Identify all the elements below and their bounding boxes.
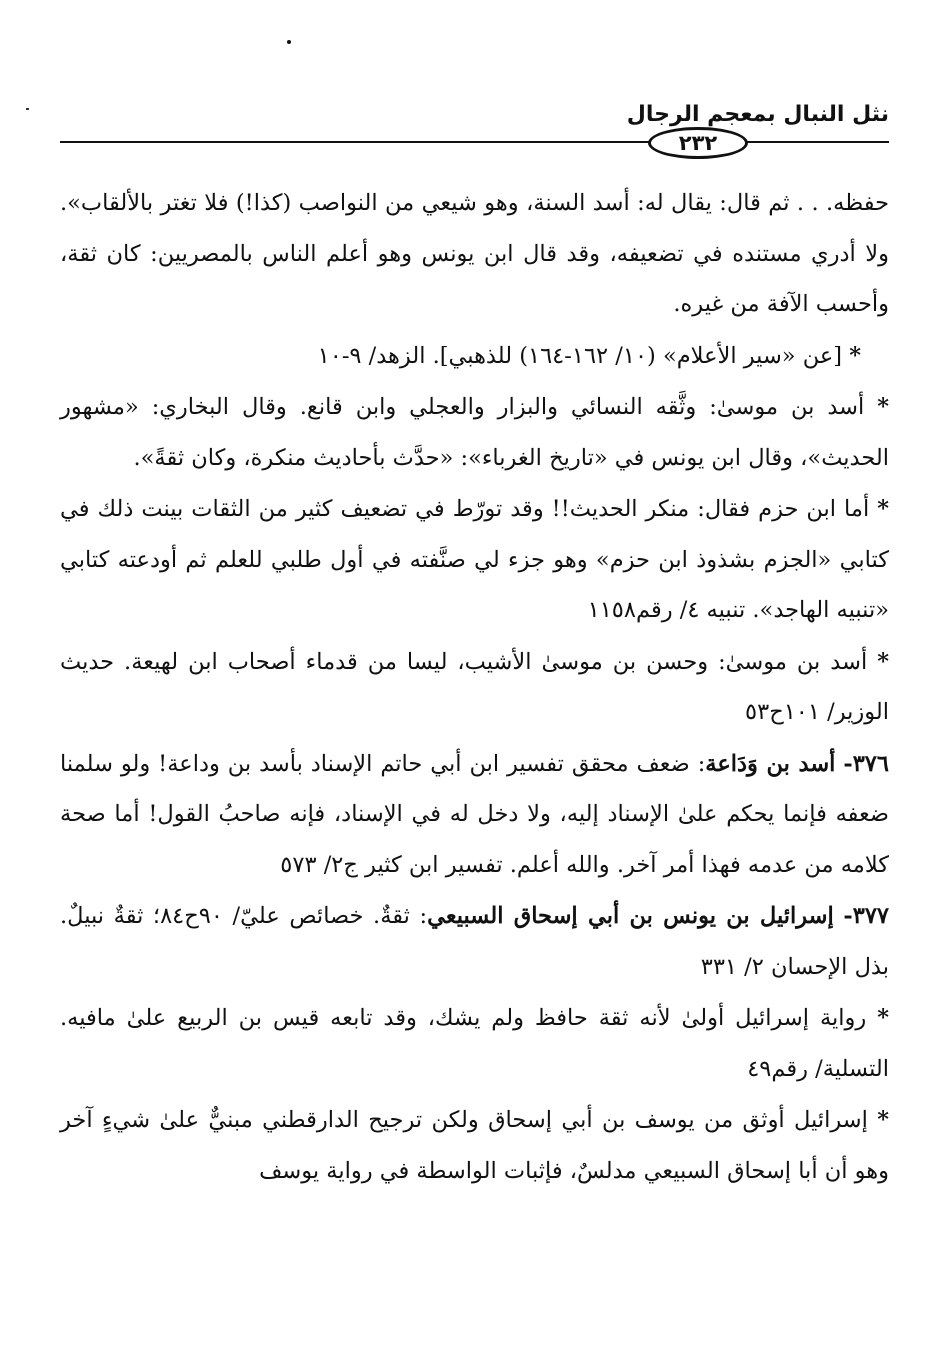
paragraph-5 <box>60 637 889 738</box>
running-title: نثل النبال بمعجم الرجال <box>626 102 889 127</box>
entry-number: ٣٧٧- <box>843 903 889 929</box>
paragraph-8 <box>60 993 889 1094</box>
entry-number: ٣٧٦- <box>843 750 889 777</box>
scan-speck <box>26 108 29 110</box>
paragraph-4-text: أما ابن حزم فقال: منكر الحديث!! وقد تورّط في تضعيف كثير من الثقات بينت ذلك في كتابي «الجزم بشذوذ ابن حزم» وهو جزء لي صنَّفته في أول طلبي للعلم ثم أودعته كتابي «تنبيه الهاجد». تنبيه ٤/ رقم١١٥٨ <box>60 496 889 623</box>
star-bullet: * <box>877 394 889 420</box>
entry-377 <box>60 891 889 992</box>
star-bullet: * <box>877 496 889 522</box>
page-number: ٢٣٢ <box>648 127 748 159</box>
entry-376 <box>60 739 889 891</box>
paragraph-3-text: أسد بن موسىٰ: وثَّقه النسائي والبزار والعجلي وابن قانع. وقال البخاري: «مشهور الحديث»، وقال ابن يونس في «تاريخ الغرباء»: «حدَّث بأحاديث منكرة، وكان ثقةً». <box>60 394 889 471</box>
paragraph-4 <box>60 484 889 636</box>
star-bullet: * <box>877 648 889 675</box>
paragraph-5-text: أسد بن موسىٰ: وحسن بن موسىٰ الأشيب، ليسا من قدماء أصحاب ابن لهيعة. حديث الوزير/ ١٠١ح٥٣ <box>60 648 889 725</box>
paragraph-8-text: رواية إسرائيل أولىٰ لأنه ثقة حافظ ولم يشك، وقد تابعه قيس بن الربيع علىٰ مافيه. التسلية/ رقم٤٩ <box>60 1005 889 1082</box>
paragraph-2 <box>60 331 889 382</box>
scan-speck <box>287 40 291 44</box>
entry-name: إسرائيل بن يونس بن أبي إسحاق السبيعي <box>427 903 834 929</box>
entry-text: : ثقةٌ. خصائص عليّ/ ٩٠ح٨٤؛ ثقةٌ نبيلٌ. بذل الإحسان ٢/ ٣٣١ <box>60 903 889 980</box>
star-bullet: * <box>877 1107 889 1133</box>
page-body <box>60 178 889 1197</box>
paragraph-9-text: إسرائيل أوثق من يوسف بن أبي إسحاق ولكن ترجيح الدارقطني مبنيٌّ علىٰ شيءٍ آخر وهو أن أبا إسحاق السبيعي مدلسٌ، فإثبات الواسطة في رواية يوسف <box>60 1107 889 1184</box>
star-bullet: * <box>877 1005 890 1031</box>
entry-text: : ضعف محقق تفسير ابن أبي حاتم الإسناد بأسد بن وداعة! ولو سلمنا ضعفه فإنما يحكم علىٰ الإسناد إليه، ولا دخل له في الإسناد، فإنه صاحبُ القول! أما صحة كلامه من عدمه فهذا أمر آخر. والله أعلم. تفسير ابن كثير ج٢/ ٥٧٣ <box>60 750 889 878</box>
paragraph-2-text: [عن «سير الأعلام» (١٠/ ١٦٢-١٦٤) للذهبي]. الزهد/ ٩-١٠ <box>317 342 843 369</box>
entry-name: أسد بن وَدَاعة <box>705 750 836 777</box>
star-bullet: * <box>849 342 861 369</box>
paragraph-9 <box>60 1095 889 1196</box>
paragraph-3 <box>60 382 889 483</box>
paragraph-1: حفظه. . . ثم قال: يقال له: أسد السنة، وهو شيعي من النواصب (كذا!) فلا تغتر بالألقاب». ولا أدري مستنده في تضعيفه، وقد قال ابن يونس وهو أعلم الناس بالمصريين: كان ثقة، وأحسب الآفة من غيره. <box>60 190 889 317</box>
header-rule <box>60 141 889 143</box>
